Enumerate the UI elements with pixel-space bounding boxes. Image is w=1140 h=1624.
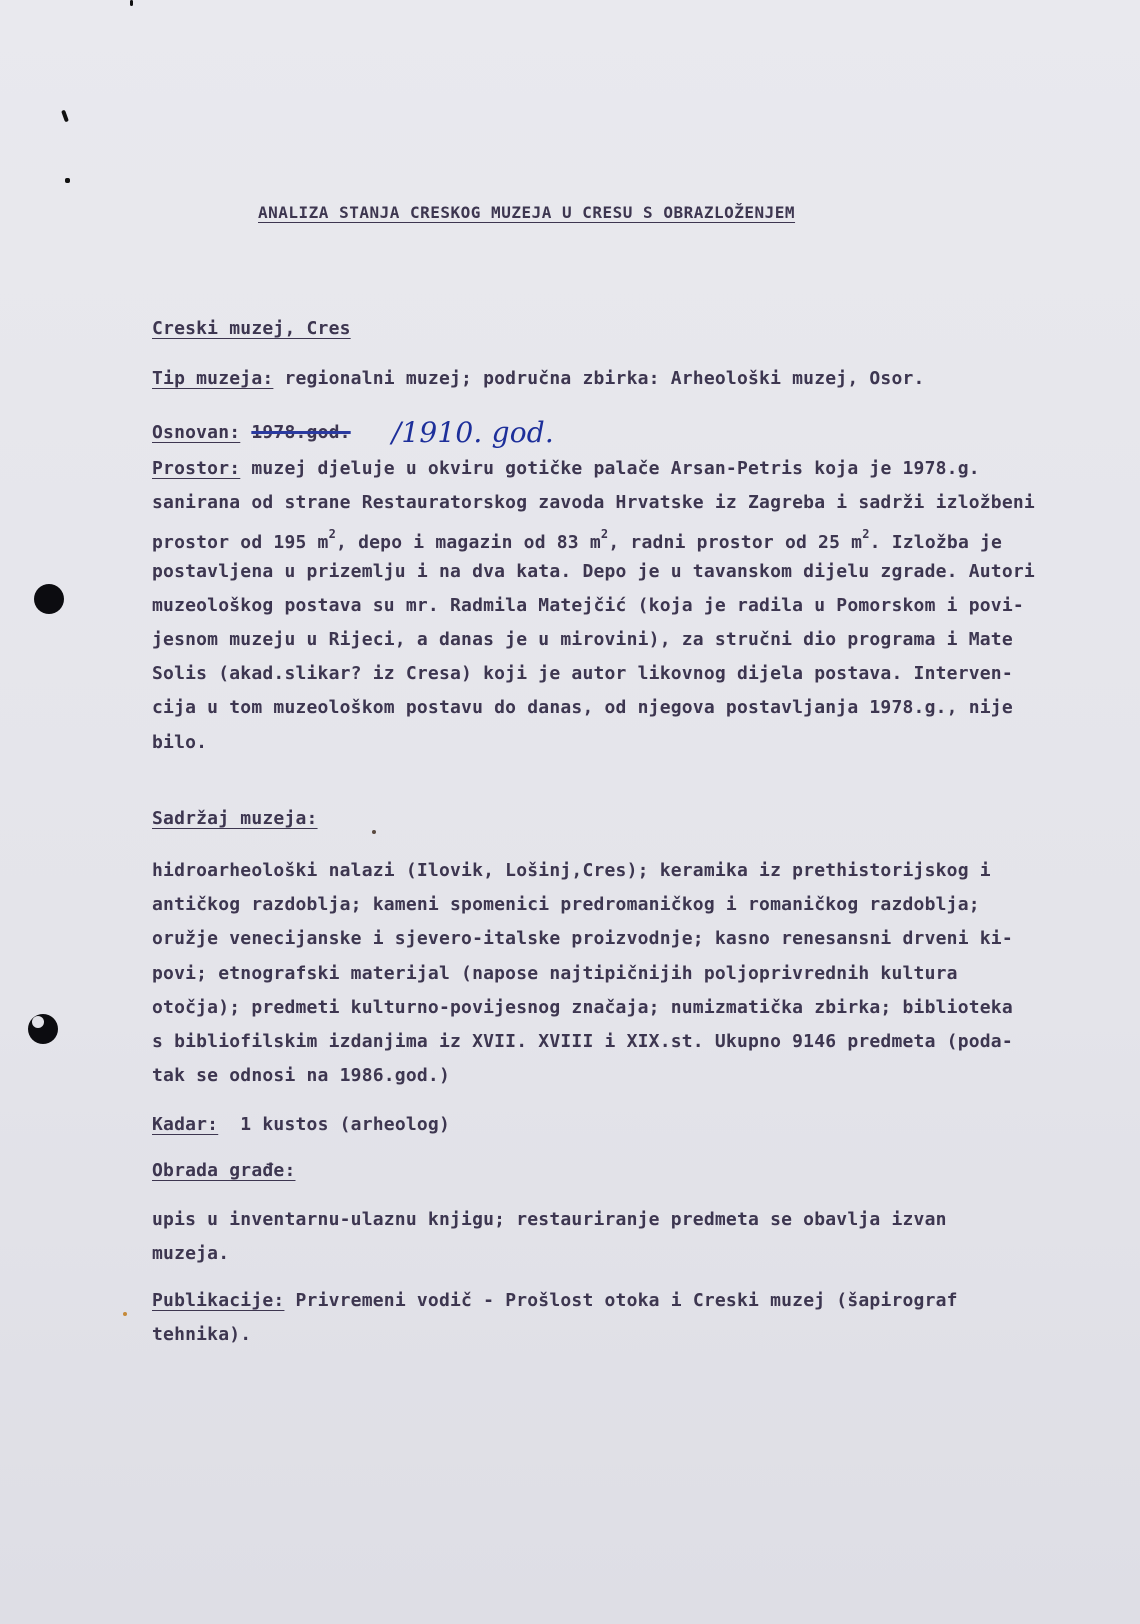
- sadrzaj-line: tak se odnosi na 1986.god.): [152, 1065, 450, 1087]
- museum-heading: [152, 318, 1072, 339]
- prostor-label: Prostor:: [152, 458, 241, 479]
- prostor-text: muzej djeluje u okviru gotičke palače Arsan-Petris koja je 1978.g.: [240, 458, 980, 479]
- prostor-line: [152, 452, 1072, 486]
- sadrzaj-line: otočja); predmeti kulturno-povijesnog značaja; numizmatička zbirka; biblioteka: [152, 996, 1013, 1018]
- prostor-line: cija u tom muzeološkom postavu do danas, od njegova postavljanja 1978.g., nije: [152, 697, 1013, 719]
- tip-label: Tip muzeja:: [152, 368, 274, 389]
- sadrzaj-label: Sadržaj muzeja:: [152, 808, 318, 829]
- prostor-text: , radni prostor od 25 m: [608, 532, 863, 554]
- prostor-text: prostor od 195 m: [152, 532, 329, 554]
- speck: [372, 830, 376, 834]
- speck: [123, 1312, 127, 1316]
- prostor-line: bilo.: [152, 731, 208, 753]
- superscript: 2: [328, 527, 337, 542]
- speck: [65, 178, 70, 183]
- kadar-section: [152, 1114, 1072, 1135]
- sadrzaj-line: hidroarheološki nalazi (Ilovik, Lošinj,Cres); keramika iz prethistorijskog i: [152, 860, 991, 881]
- tip-value: regionalni muzej; područna zbirka: Arheološki muzej, Osor.: [273, 368, 925, 389]
- obrada-label: Obrada građe:: [152, 1160, 296, 1181]
- obrada-heading: [152, 1160, 1072, 1181]
- osnovan-label: Osnovan:: [152, 422, 241, 443]
- sadrzaj-line: antičkog razdoblja; kameni spomenici predromaničkog i romaničkog razdoblja;: [152, 894, 980, 916]
- publikacije-line: [152, 1284, 1072, 1318]
- prostor-section: [152, 452, 1072, 760]
- superscript: 2: [862, 527, 870, 542]
- sadrzaj-line: oružje venecijanske i sjevero-italske proizvodnje; kasno renesansni drveni ki-: [152, 928, 1013, 950]
- sadrzaj-line: povi; etnografski materijal (napose najtipičnijih poljoprivrednih kultura: [152, 962, 958, 984]
- prostor-line: muzeološkog postava su mr. Radmila Matejčić (koja je radila u Pomorskom i povi-: [152, 594, 1024, 616]
- osnovan-handwritten-date: /1910. god.: [391, 416, 555, 449]
- prostor-line: [152, 520, 1072, 554]
- publikacije-section: [152, 1284, 1072, 1352]
- osnovan-section: [152, 412, 1072, 449]
- sadrzaj-section: [152, 854, 1072, 1093]
- publikacije-line: tehnika).: [152, 1324, 252, 1346]
- obrada-line: muzeja.: [152, 1243, 230, 1265]
- prostor-line: Solis (akad.slikar? iz Cresa) koji je autor likovnog dijela postava. Interven-: [152, 663, 1013, 685]
- obrada-line: upis u inventarnu-ulaznu knjigu; restauriranje predmeta se obavlja izvan: [152, 1209, 947, 1230]
- prostor-text: . Izložba je: [869, 532, 1003, 554]
- osnovan-struck-date: 1978.god.: [251, 422, 351, 443]
- speck: [130, 0, 133, 6]
- publikacije-label: Publikacije:: [152, 1290, 285, 1311]
- museum-heading-text: Creski muzej, Cres: [152, 318, 351, 339]
- publikacije-text: Privremeni vodič - Prošlost otoka i Creski muzej (šapirograf: [284, 1290, 958, 1311]
- punch-hole: [28, 1014, 58, 1044]
- kadar-label: Kadar:: [152, 1114, 219, 1135]
- tip-section: [152, 368, 1072, 389]
- prostor-line: postavljena u prizemlju i na dva kata. Depo je u tavanskom dijelu zgrade. Autori: [152, 560, 1035, 582]
- kadar-value: 1 kustos (arheolog): [218, 1114, 451, 1135]
- prostor-line: sanirana od strane Restauratorskog zavoda Hrvatske iz Zagreba i sadrži izložbeni: [152, 492, 1035, 514]
- obrada-section: [152, 1203, 1072, 1271]
- prostor-text: , depo i magazin od 83 m: [336, 532, 601, 554]
- sadrzaj-heading: [152, 808, 1072, 829]
- punch-hole: [34, 584, 64, 614]
- sadrzaj-line: s bibliofilskim izdanjima iz XVII. XVIII i XIX.st. Ukupno 9146 predmeta (poda-: [152, 1030, 1013, 1052]
- prostor-line: jesnom muzeju u Rijeci, a danas je u mirovini), za stručni dio programa i Mate: [152, 628, 1013, 650]
- document-title: ANALIZA STANJA CRESKOG MUZEJA U CRESU S OBRAZLOŽENJEM: [258, 203, 796, 222]
- superscript: 2: [600, 527, 609, 542]
- speck: [61, 110, 69, 123]
